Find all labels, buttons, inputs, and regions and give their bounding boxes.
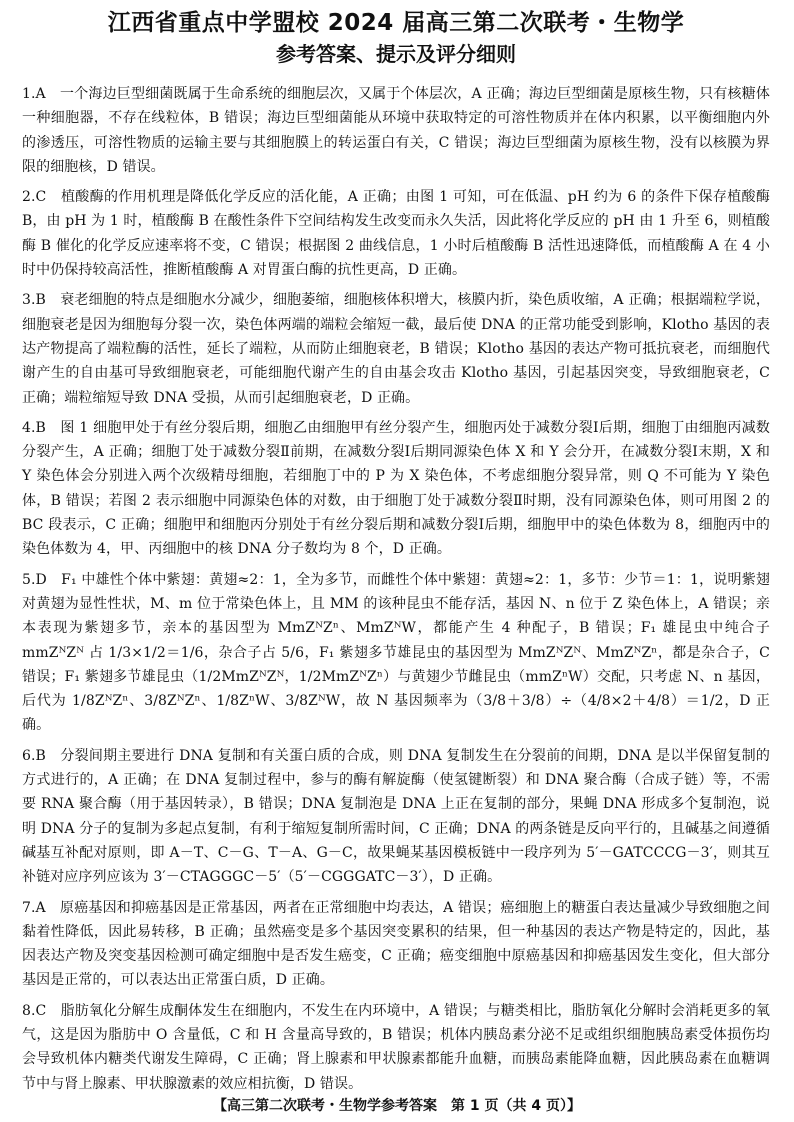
answer-item-7: 7.A 原癌基因和抑癌基因是正常基因，两者在正常细胞中均表达，A 错误；癌细胞上的糖蛋白表达量减少导致细胞之间黏着性降低，因此易转移，B 正确；虽然癌变是多个基因突变累积的结果，但一种基因的表达产物是特定的，因此，基因表达产物及突变基因检测可确定细胞中是否发生癌变，C 正确；癌变细胞中原癌基因和抑癌基因发生变化，但大部分基因是正常的，可以表达出正常蛋白质，D 正确。 (22, 899, 770, 989)
page-subtitle: 参考答案、提示及评分细则 (276, 42, 516, 66)
page-footer: 【高三第二次联考・生物学参考答案 第 1 页（共 4 页）】 (213, 1098, 581, 1114)
answer-item-5: 5.D F₁ 中雄性个体中紫翅：黄翅≈2：1，全为多节，而雌性个体中紫翅：黄翅≈2：1，多节：少节＝1：1，说明紫翅对黄翅为显性性状，M、m 位于常染色体上，且 MM 的该种昆虫不能存活，基因 N、n 位于 Z 染色体上，A 错误；亲本表现为紫翅多节，亲本的基因型为 MmZᴺZⁿ、MmZᴺW，都能产生 4 种配子，B 错误；F₁ 雄昆虫中纯合子 mmZᴺZᴺ 占 1/3×1/2＝1/6，杂合子占 5/6，F₁ 紫翅多节雄昆虫的基因型为 MmZᴺZᴺ、MmZᴺZⁿ，都是杂合子，C 错误；F₁ 紫翅多节雄昆虫（1/2MmZᴺZᴺ，1/2MmZᴺZⁿ）与黄翅少节雌昆虫（mmZⁿW）交配，只考虑 N、n 基因，后代为 1/8ZᴺZⁿ、3/8ZᴺZⁿ、1/8ZⁿW、3/8ZᴺW，故 N 基因频率为（3/8＋3/8）÷（4/8×2＋4/8）＝1/2，D 正确。 (22, 571, 770, 734)
answer-item-8: 8.C 脂肪氧化分解生成酮体发生在细胞内，不发生在内环境中，A 错误；与糖类相比，脂肪氧化分解时会消耗更多的氧气，这是因为脂肪中 O 含量低，C 和 H 含量高导致的，B 错误；机体内胰岛素分泌不足或组织细胞胰岛素受体损伤均会导致机体内糖类代谢发生障碍，C 正确；肾上腺素和甲状腺素都能升血糖，而胰岛素能降血糖，因此胰岛素在血糖调节中与肾上腺素、甲状腺激素的效应相抗衡，D 错误。 (22, 1002, 770, 1092)
page-title: 江西省重点中学盟校 2024 届高三第二次联考・生物学 (107, 10, 685, 36)
answer-item-3: 3.B 衰老细胞的特点是细胞水分减少，细胞萎缩，细胞核体积增大，核膜内折，染色质收缩，A 正确；根据端粒学说，细胞衰老是因为细胞每分裂一次，染色体两端的端粒会缩短一截，最后使 DNA 的正常功能受到影响，Klotho 基因的表达产物提高了端粒酶的活性，延长了端粒，从而防止细胞衰老，B 错误；Klotho 基因的表达产物可抵抗衰老，而细胞代谢产生的自由基可导致细胞衰老，可能细胞代谢产生的自由基会攻击 Klotho 基因，引起基因突变，导致细胞衰老，C 正确；端粒缩短导致 DNA 受损，从而引起细胞衰老，D 正确。 (22, 292, 770, 406)
answer-item-1: 1.A 一个海边巨型细菌既属于生命系统的细胞层次，又属于个体层次，A 正确；海边巨型细菌是原核生物，只有核糖体一种细胞器，不存在线粒体，B 错误；海边巨型细菌能从环境中获取特定的可溶性物质并在体内积累，以平衡细胞内外的渗透压，可溶性物质的运输主要与其细胞膜上的转运蛋白有关，C 错误；海边巨型细菌为原核生物，没有以核膜为界限的细胞核，D 错误。 (22, 86, 770, 175)
answer-item-2: 2.C 植酸酶的作用机理是降低化学反应的活化能，A 正确；由图 1 可知，可在低温、pH 约为 6 的条件下保存植酸酶 B，由 pH 为 1 时，植酸酶 B 在酸性条件下空间结构发生改变而永久失活，因此将化学反应的 pH 由 1 升至 6，则植酸酶 B 催化的化学反应速率将不变，C 错误；根据图 2 曲线信息，1 小时后植酸酶 B 活性迅速降低，而植酸酶 A 在 4 小时中仍保持较高活性，推断植酸酶 A 对胃蛋白酶的抗性更高，D 正确。 (22, 189, 770, 279)
answer-item-4: 4.B 图 1 细胞甲处于有丝分裂后期，细胞乙由细胞甲有丝分裂产生，细胞丙处于减数分裂Ⅰ后期，细胞丁由细胞丙减数分裂产生，A 正确；细胞丁处于减数分裂Ⅱ前期，在减数分裂Ⅰ后期同源染色体 X 和 Y 会分开，在减数分裂Ⅰ末期，X 和 Y 染色体会分别进入两个次级精母细胞，若细胞丁中的 P 为 X 染色体，不考虑细胞分裂异常，则 Q 不可能为 Y 染色体，B 错误；若图 2 表示细胞中同源染色体的对数，由于细胞丁处于减数分裂Ⅱ时期，没有同源染色体，则可用图 2 的 BC 段表示，C 正确；细胞甲和细胞丙分别处于有丝分裂后期和减数分裂Ⅰ后期，细胞甲中的染色体数为 8，细胞丙中的染色体数为 4，甲、丙细胞中的核 DNA 分子数均为 8 个，D 正确。 (22, 419, 770, 558)
answer-list (22, 82, 770, 1096)
answer-item-6: 6.B 分裂间期主要进行 DNA 复制和有关蛋白质的合成，则 DNA 复制发生在分裂前的间期，DNA 是以半保留复制的方式进行的，A 正确；在 DNA 复制过程中，参与的酶有解旋酶（使氢键断裂）和 DNA 聚合酶（合成子链）等，不需要 RNA 聚合酶（用于基因转录），B 错误；DNA 复制泡是 DNA 上正在复制的部分，果蝇 DNA 形成多个复制泡，说明 DNA 分子的复制为多起点复制，有利于缩短复制所需时间，C 正确；DNA 的两条链是反向平行的，且碱基之间遵循碱基互补配对原则，即 A－T、C－G、T－A、G－C，故果蝇某基因模板链中一段序列为 5′－GATCCCG－3′，则其互补链对应序列应该为 3′－CTAGGGC－5′（5′－CGGGATC－3′），D 正确。 (22, 747, 770, 886)
